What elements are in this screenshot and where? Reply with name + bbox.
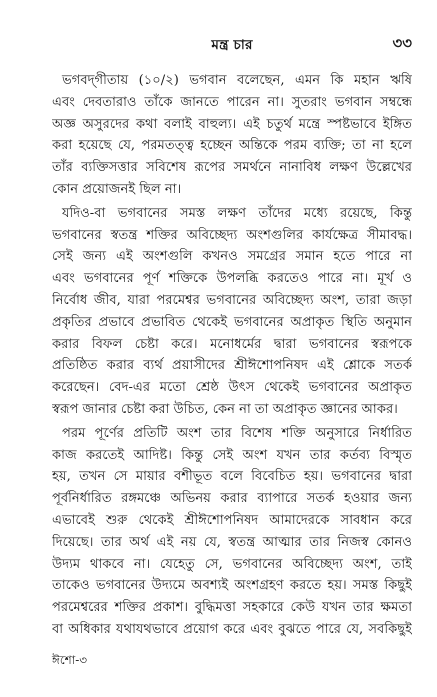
text-line: হয়, তখন সে মায়ার বশীভূত বলে বিবেচিত হয়। ভগবানের দ্বারা <box>52 469 412 485</box>
text-line: উদ্যম থাকবে না। যেহেতু সে, ভগবানের অবিচ্ছেদ্য অংশ, তাই <box>52 556 412 572</box>
text-line: করেছেন। বেদ-এর মতো শ্রেষ্ঠ উৎস থেকেই ভগবানের অপ্রাকৃত <box>52 380 412 396</box>
text-line: পূর্বনির্ধারিত রঙ্গমঞ্চে অভিনয় করার ব্যাপারে সতর্ক হওয়ার জন্য <box>52 491 412 507</box>
paragraph-2 <box>52 203 412 421</box>
text-line: কোন প্রয়োজনই ছিল না। <box>52 181 182 197</box>
text-line: তাকেও ভগবানের উদ্যমে অবশ্যই অংশগ্রহণ করতে হয়। সমস্ত কিছুই <box>52 578 412 594</box>
signature-mark: ঈশো-৩ <box>52 653 88 667</box>
text-line: অজ্ঞ অসুরদের কথা বলাই বাহুল্য। এই চতুর্থ মন্ত্রে স্পষ্টভাবে ইঙ্গিত <box>52 116 412 132</box>
body-text <box>52 70 412 641</box>
text-line: করা হয়েছে যে, পরমতত্ত্ব হচ্ছেন অন্তিকে পরম ব্যক্তি; তা না হলে <box>52 138 412 154</box>
text-line: স্বরূপ জানার চেষ্টা করা উচিত, কেন না তা অপ্রাকৃত জ্ঞানের আকর। <box>52 401 398 417</box>
text-line: সেই জন্য এই অংশগুলি কখনও সমগ্রের সমান হতে পারে না <box>52 249 412 265</box>
text-line: এভাবেই শুরু থেকেই শ্রীঈশোপনিষদ আমাদেরকে সাবধান করে <box>52 512 412 528</box>
text-line: কাজ করতেই আদিষ্ট। কিন্তু সেই অংশ যখন তার কর্তব্য বিস্মৃত <box>52 447 412 463</box>
page-header <box>52 34 412 56</box>
text-line: যদিও-বা ভগবানের সমস্ত লক্ষণ তাঁদের মধ্যে রয়েছে, কিন্তু <box>62 205 412 221</box>
text-line: পরমেশ্বরের শক্তির প্রকাশ। বুদ্ধিমত্তা সহকারে কেউ যখন তার ক্ষমতা <box>52 600 412 616</box>
text-line: দিয়েছে। তার অর্থ এই নয় যে, স্বতন্ত্র আত্মার তার নিজস্ব কোনও <box>52 534 412 550</box>
text-line: পরম পূর্ণের প্রতিটি অংশ তার বিশেষ শক্তি অনুসারে নির্ধারিত <box>62 425 412 441</box>
text-line: করার বিফল চেষ্টা করে। মনোধর্মের দ্বারা ভগবানের স্বরূপকে <box>52 336 412 352</box>
text-line: এবং দেবতারাও তাঁকে জানতে পারেন না। সুতরাং ভগবান সম্বন্ধে <box>52 94 412 110</box>
page-number: ৩৩ <box>392 34 412 52</box>
text-line: প্রকৃতির প্রভাবে প্রভাবিত থেকেই ভগবানের অপ্রাকৃত স্থিতি অনুমান <box>52 314 412 330</box>
running-head: মন্ত্র চার <box>211 37 253 53</box>
text-line: তাঁর ব্যক্তিসত্তার সবিশেষ রূপের সমর্থনে নানাবিধ লক্ষণ উল্লেখের <box>52 160 412 176</box>
text-line: প্রতিষ্ঠিত করার ব্যর্থ প্রয়াসীদের শ্রীঈশোপনিষদ এই শ্লোকে সতর্ক <box>52 358 412 374</box>
text-line: নির্বোধ জীব, যারা পরমেশ্বর ভগবানের অবিচ্ছেদ্য অংশ, তারা জড়া <box>52 292 412 308</box>
text-line: বা অধিকার যথাযথভাবে প্রয়োগ করে এবং বুঝতে পারে যে, সবকিছুই <box>52 621 412 637</box>
text-line: ভগবানের স্বতন্ত্র শক্তির অবিচ্ছেদ্য অংশগুলির কার্যক্ষেত্র সীমাবদ্ধ। <box>52 227 412 243</box>
text-line: ভগবদ্‌গীতায় (১০/২) ভগবান বলেছেন, এমন কি মহান ঋষি <box>62 73 412 88</box>
paragraph-3 <box>52 423 412 641</box>
paragraph-1 <box>52 70 412 201</box>
text-line: এবং ভগবানের পূর্ণ শক্তিকে উপলব্ধি করতেও পারে না। মূর্খ ও <box>52 271 412 287</box>
